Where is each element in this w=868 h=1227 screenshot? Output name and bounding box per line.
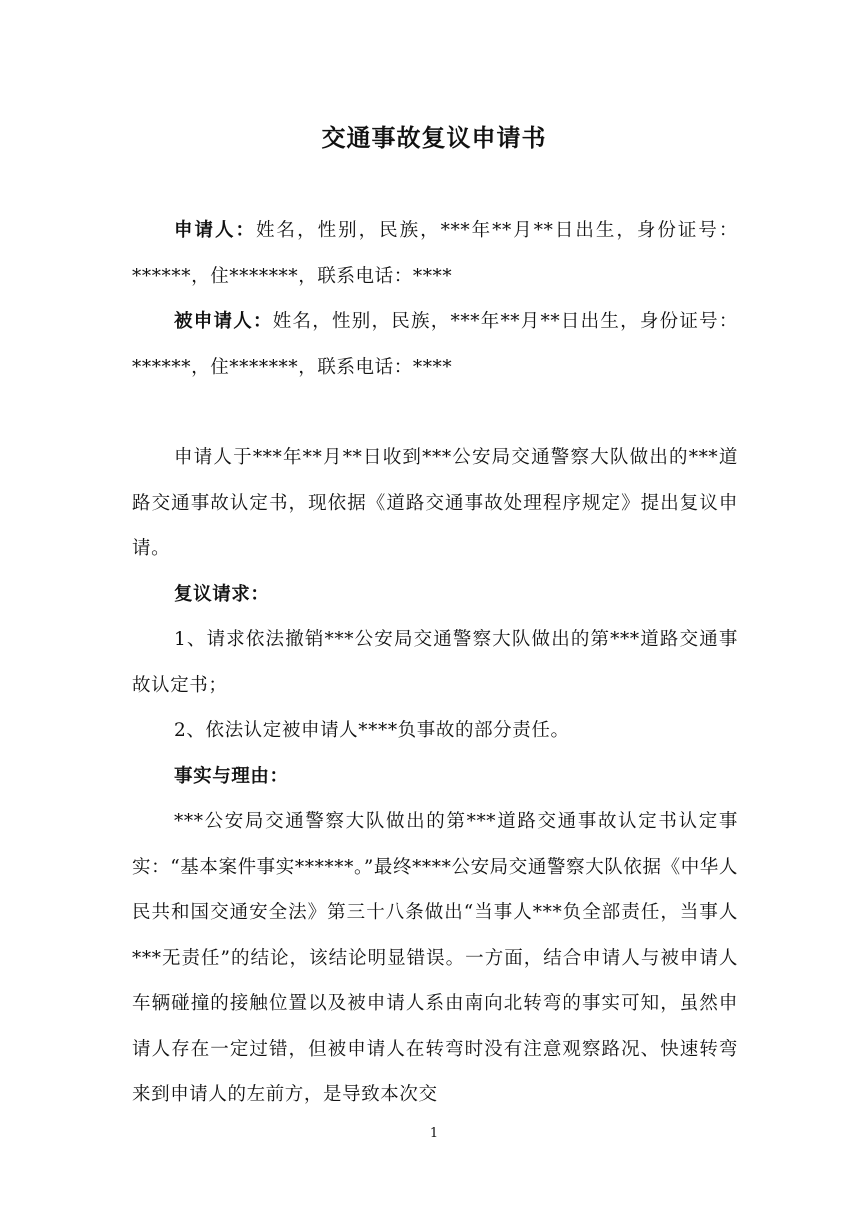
document-title: 交通事故复议申请书 xyxy=(321,123,547,152)
requests-heading: 复议请求： xyxy=(174,583,270,605)
applicant-text: 姓名，性别，民族，***年**月**日出生，身份证号：******，住*******，联系电话：**** xyxy=(132,220,739,287)
respondent-label: 被申请人： xyxy=(174,311,273,332)
intro-paragraph: 申请人于***年**月**日收到***公安局交通警察大队做出的***道路交通事故认定书，现依据《道路交通事故处理程序规定》提出复议申请。 xyxy=(132,447,738,559)
applicant-paragraph xyxy=(132,208,738,299)
document-body xyxy=(132,208,738,1118)
respondent-paragraph xyxy=(132,299,738,390)
facts-heading: 事实与理由： xyxy=(174,765,289,787)
facts-paragraph: ***公安局交通警察大队做出的第***道路交通事故认定书认定事实：“基本案件事实******。”最终****公安局交通警察大队依据《中华人民共和国交通安全法》第三十八条做出“当事人***负全部责任，当事人***无责任”的结论，该结论明显错误。一方面，结合申请人与被申请人车辆碰撞的接触位置以及被申请人系由南向北转弯的事实可知，虽然申请人存在一定过错，但被申请人在转弯时没有注意观察路况、快速转弯来到申请人的左前方，是导致本次交 xyxy=(132,811,738,1105)
spacer xyxy=(132,390,738,435)
respondent-text: 姓名，性别，民族，***年**月**日出生，身份证号：******，住*******，联系电话：**** xyxy=(132,311,738,378)
page-number: 1 xyxy=(429,1126,439,1141)
request-item: 1、请求依法撤销***公安局交通警察大队做出的第***道路交通事故认定书； xyxy=(132,629,738,696)
request-item: 2、依法认定被申请人****负事故的部分责任。 xyxy=(174,720,570,741)
applicant-label: 申请人： xyxy=(174,220,257,241)
